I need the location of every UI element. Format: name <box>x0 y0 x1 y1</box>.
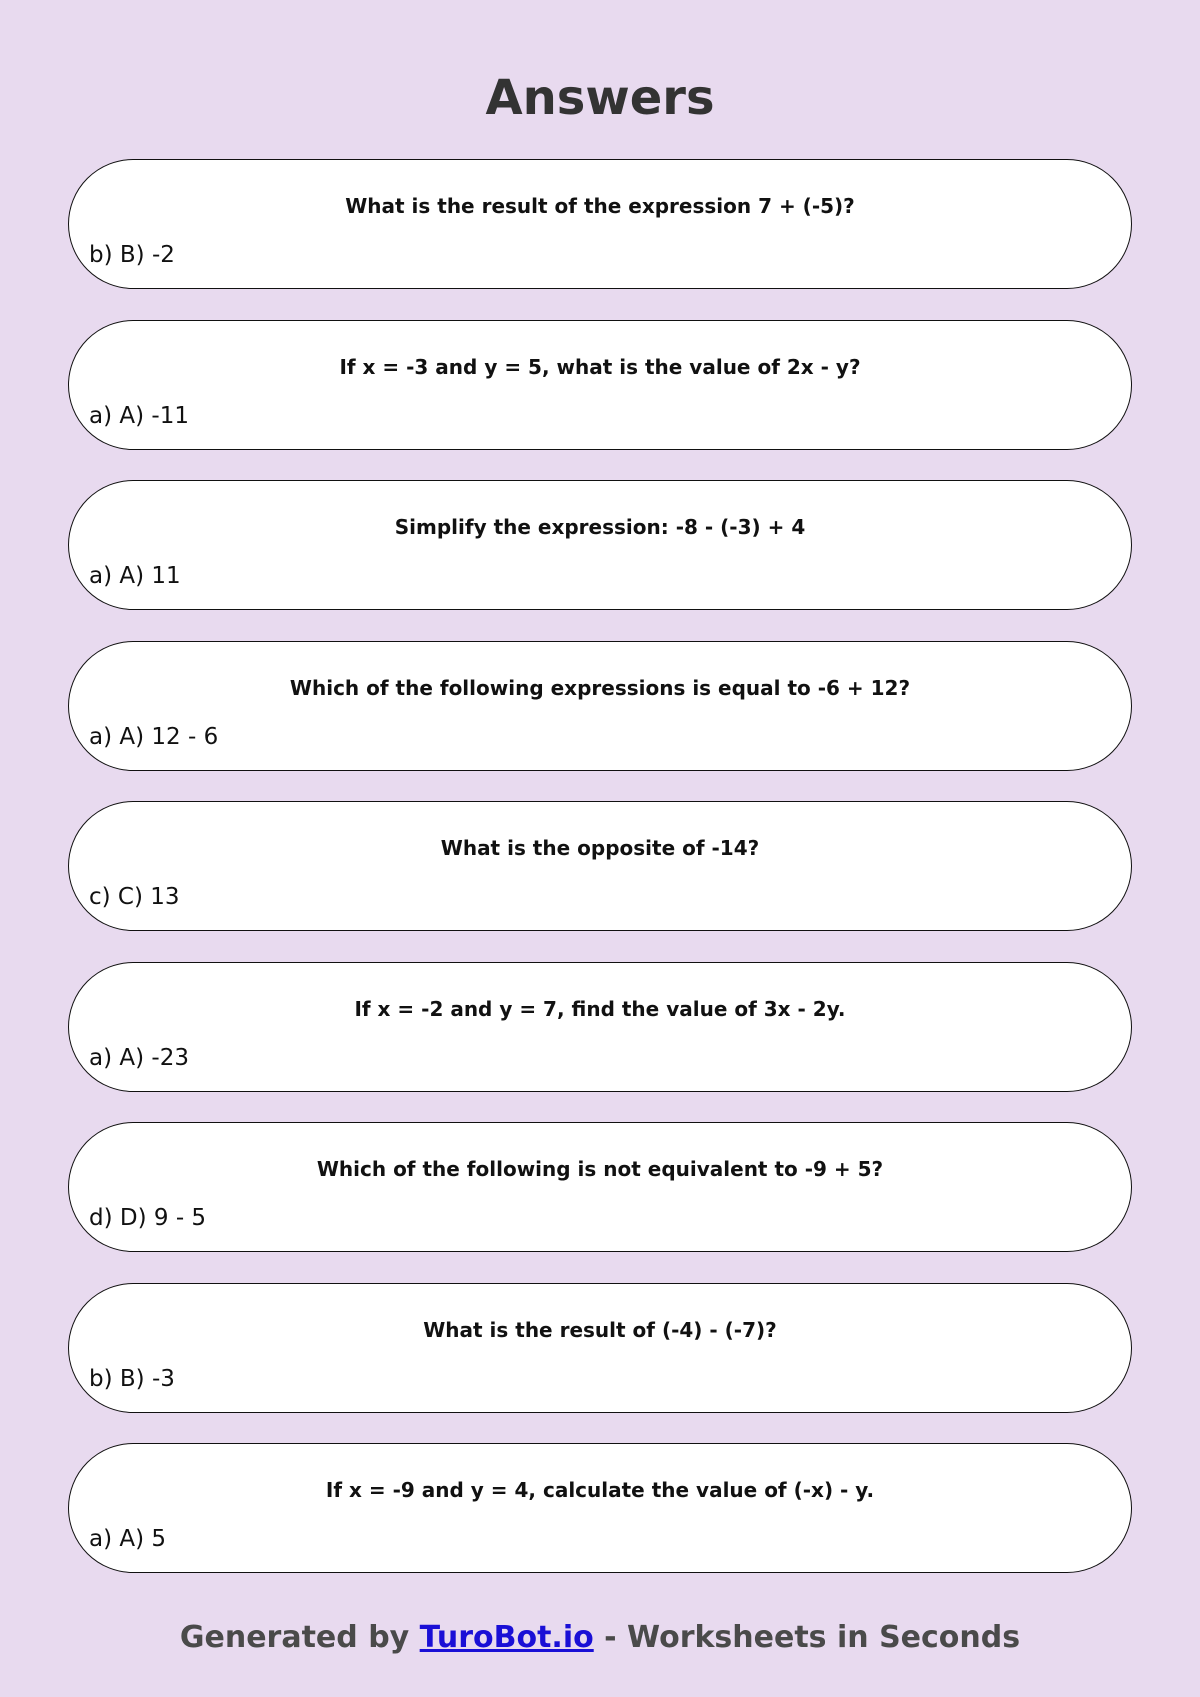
question-text: If x = -3 and y = 5, what is the value of 2x - y? <box>339 354 861 379</box>
question-text: Which of the following is not equivalent to -9 + 5? <box>316 1157 884 1181</box>
footer-suffix: - Worksheets in Seconds <box>593 1620 1021 1655</box>
answer-text: c) C) 13 <box>89 884 180 910</box>
answer-text: d) D) 9 - 5 <box>89 1205 207 1231</box>
answer-card <box>68 159 1132 289</box>
answer-card <box>68 1283 1132 1413</box>
answer-text: b) B) -3 <box>89 1365 175 1392</box>
question-text: If x = -9 and y = 4, calculate the value of (-x) - y. <box>325 1478 875 1502</box>
answer-card <box>68 801 1132 931</box>
question-text: Which of the following expressions is equal to -6 + 12? <box>289 675 911 700</box>
page-title: Answers <box>485 70 715 126</box>
answer-text: a) A) 5 <box>89 1526 167 1552</box>
answer-card <box>68 1122 1132 1252</box>
footer <box>0 1618 1200 1658</box>
question-text: Simplify the expression: -8 - (-3) + 4 <box>394 515 806 539</box>
answer-card <box>68 1443 1132 1573</box>
answer-text: a) A) -11 <box>89 402 189 429</box>
question-text: If x = -2 and y = 7, find the value of 3x - 2y. <box>354 996 846 1021</box>
answer-card <box>68 320 1132 450</box>
answer-text: a) A) 12 - 6 <box>89 723 219 750</box>
answer-text: b) B) -2 <box>89 242 175 268</box>
answer-text: a) A) -23 <box>89 1044 189 1071</box>
answer-list <box>68 159 1132 1604</box>
question-text: What is the opposite of -14? <box>440 836 760 860</box>
answer-card <box>68 962 1132 1092</box>
question-text: What is the result of the expression 7 + (-5)? <box>345 194 855 218</box>
turobot-link[interactable]: TuroBot.io <box>419 1620 594 1655</box>
answer-card <box>68 641 1132 771</box>
footer-prefix: Generated by <box>179 1620 420 1655</box>
answer-card <box>68 480 1132 610</box>
answer-text: a) A) 11 <box>89 563 181 589</box>
question-text: What is the result of (-4) - (-7)? <box>423 1317 777 1342</box>
